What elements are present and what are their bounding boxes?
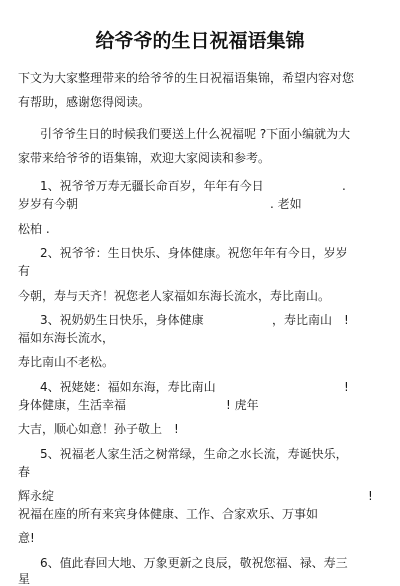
item-4-mark-2: ! 虎年 [226, 398, 259, 412]
item-3-mark-1: ，寿比南山 ! [272, 313, 349, 327]
item-1-line-2: 岁岁有今朝 [18, 197, 79, 211]
item-3-line-2: 福如东海长流水， [18, 331, 115, 345]
item-1-line-1: 1、祝爷爷万寿无疆长命百岁，年年有今日 [40, 179, 264, 193]
lead-line-2: 家带来给爷爷的语集锦，欢迎大家阅读和参考。 [18, 151, 271, 165]
item-5-line-5: 意! [18, 531, 35, 545]
item-4-line-3: 大吉，顺心如意！孙子敬上 ! [18, 422, 179, 436]
intro-line-2: 有帮助，感谢您得阅读。 [18, 95, 151, 109]
item-6-line-1: 6、值此春回大地、万象更新之良辰，敬祝您福、禄、寿三 [40, 556, 348, 570]
item-1-mark-1: . [342, 179, 346, 193]
item-1-mark-2: . 老如 [270, 197, 302, 211]
item-5-line-4: 祝福在座的所有来宾身体健康、工作、合家欢乐、万事如 [18, 507, 319, 521]
item-5-mark-3: ! [368, 489, 373, 503]
item-3-line-3: 寿比南山不老松。 [18, 355, 115, 369]
item-4-mark-1: ! [344, 380, 349, 394]
document-title: 给爷爷的生日祝福语集锦 [95, 30, 305, 52]
item-4-line-2: 身体健康，生活幸福 [18, 398, 127, 412]
intro-line-1: 下文为大家整理带来的给爷爷的生日祝福语集锦，希望内容对您 [18, 71, 355, 85]
item-3-line-1: 3、祝奶奶生日快乐，身体健康 [40, 313, 204, 327]
item-2-line-2: 有 [18, 264, 31, 278]
item-4-line-1: 4、祝姥姥：福如东海，寿比南山 [40, 380, 216, 394]
item-2-line-3: 今朝，寿与天齐！祝您老人家福如东海长流水，寿比南山。 [18, 289, 331, 303]
item-5-line-1: 5、祝福老人家生活之树常绿，生命之水长流，寿诞快乐， [40, 447, 348, 461]
item-1-line-3: 松柏 . [18, 222, 50, 236]
item-2-line-1: 2、祝爷爷：生日快乐、身体健康。祝您年年有今日，岁岁 [40, 246, 348, 260]
lead-line-1: 引爷爷生日的时候我们要送上什么祝福呢 ?下面小编就为大 [40, 127, 351, 141]
item-5-line-2: 春 [18, 465, 31, 479]
item-6-line-2: 星 [18, 572, 31, 586]
item-5-line-3: 辉永绽 [18, 489, 55, 503]
